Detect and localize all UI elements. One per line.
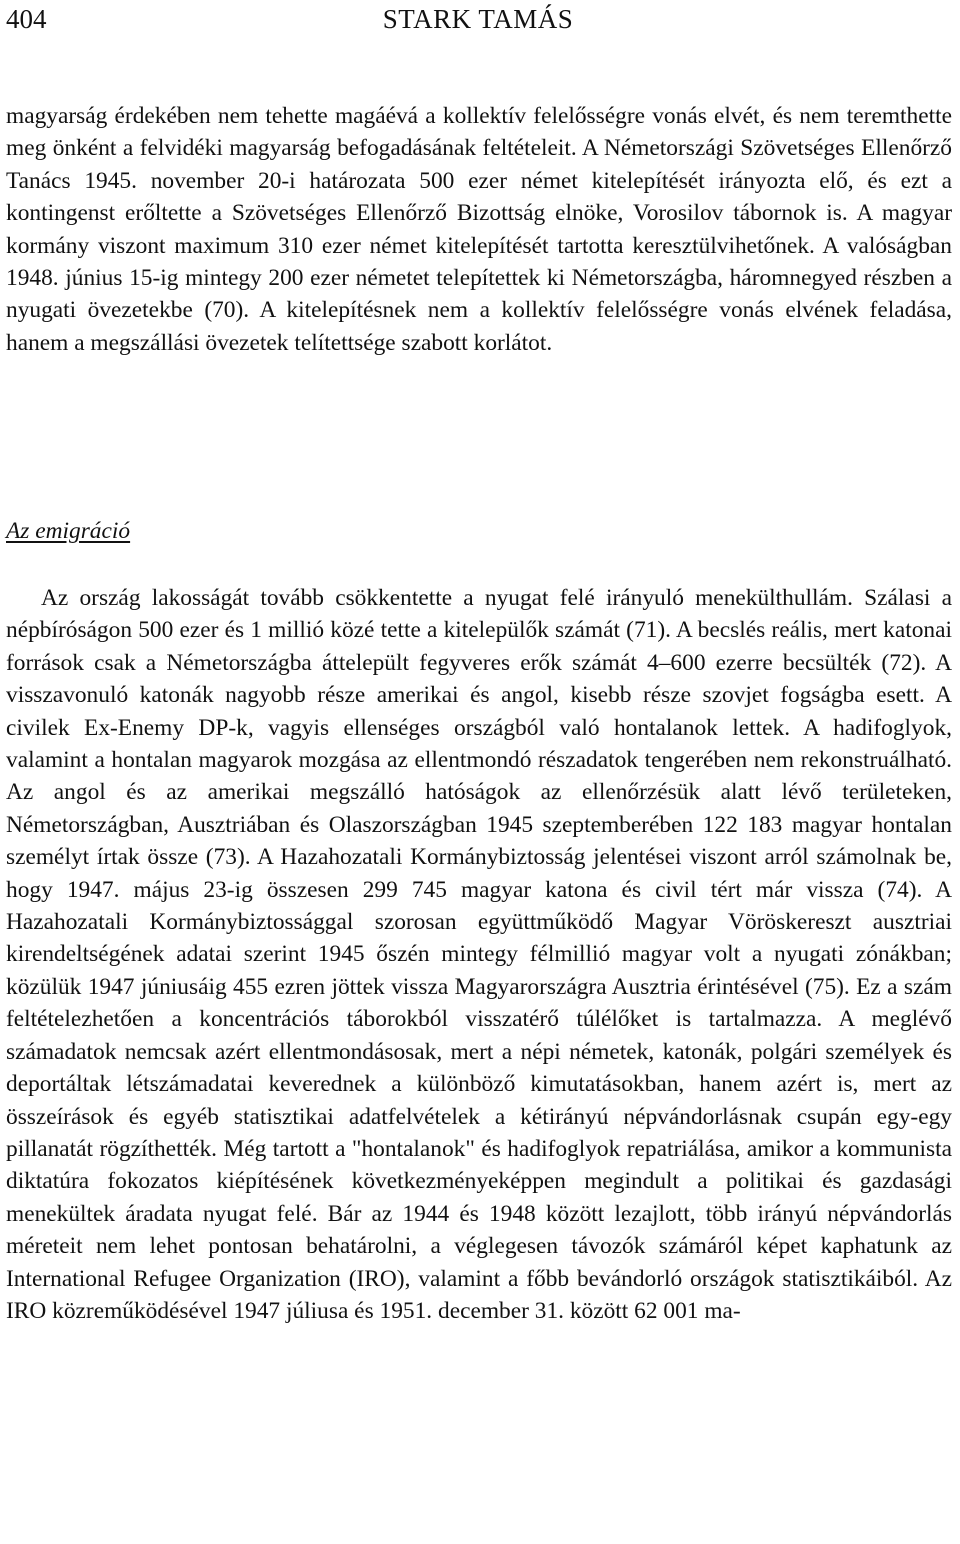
running-title: STARK TAMÁS — [382, 4, 574, 34]
running-header — [6, 4, 950, 38]
page-number: 404 — [6, 4, 47, 34]
section-heading-emigracio: Az emigráció — [6, 518, 131, 544]
paragraph-kitelepites: magyarság érdekében nem tehette magáévá a kollektív felelősségre vonás elvét, és nem teremthette meg önként a felvidéki magyarság befogadásának feltételeit. A Németországi Szövetséges Ellenőrző Tanács 1945. november 20-i határozata 500 ezer német kitelepítését irányozta elő, és ezt a kontingenst erőltette a Szövetséges Ellenőrző Bizottság elnöke, Vorosilov tábornok is. A magyar kormány viszont maximum 310 ezer német kitelepítését tartotta keresztülvihetőnek. A valóságban 1948. június 15-ig mintegy 200 ezer németet telepítettek ki Németországba, háromnegyed részben a nyugati övezetekbe (70). A kitelepítésnek nem a kollektív felelősségre vonás elvének feladása, hanem a megszállási övezetek telítettsége szabott korlátot. — [6, 103, 952, 356]
paragraph-emigracio: Az ország lakosságát tovább csökkentette a nyugat felé irányuló menekülthullám. Szálasi a népbíróságon 500 ezer és 1 millió közé tette a kitelepülők számát (71). A becslés reális, mert katonai források csak a Németországba áttelepült fegyveres erők számát 4–600 ezerre becsülték (72). A visszavonuló katonák nagyobb része amerikai és angol, kisebb része szovjet fogságba esett. A civilek Ex-Enemy DP-k, vagyis ellenséges országból való hontalanok lettek. A hadifoglyok, valamint a hontalan magyarok mozgása az ellentmondó részadatok tengerében nem rekonstruálható. Az angol és az amerikai megszálló hatóságok az ellenőrzésük alatt lévő területeken, Németországban, Ausztriában és Olaszországban 1945 szeptemberében 122 183 magyar hontalan személyt írtak össze (73). A Hazahozatali Kormánybiztosság jelentései viszont arról számolnak be, hogy 1947. május 23-ig összesen 299 745 magyar katona és civil tért már vissza (74). A Hazahozatali Kormánybiztossággal szorosan együttműködő Magyar Vöröskereszt ausztriai kirendeltségének adatai szerint 1945 őszén mintegy félmillió magyar volt a nyugati zónákban; közülük 1947 júniusáig 455 ezren jöttek vissza Magyarországra Ausztria érintésével (75). Ez a szám feltételezhetően a koncentrációs táborokból visszatérő túlélőket is tartalmazza. A meglévő számadatok nemcsak azért ellentmondásosak, mert a népi németek, katonák, polgári személyek és deportáltak létszámadatai keverednek a különböző kimutatásokban, hanem azért is, mert az összeírások és egyéb statisztikai adatfelvételek a kétirányú népvándorlásnak csupán egy-egy pillanatát rögzíthették. Még tartott a "hontalanok" és hadifoglyok repatriálása, amikor a kommunista diktatúra fokozatos kiépítésének következményeképpen megindult a politikai és gazdasági menekültek áradata nyugat felé. Bár az 1944 és 1948 között lezajlott, több irányú népvándorlás méreteit nem lehet pontosan behatárolni, a véglegesen távozók számáról képet kaphatunk az International Refugee Organization (IRO), valamint a főbb bevándorló országok statisztikáiból. Az IRO közreműködésével 1947 júliusa és 1951. december 31. között 62 001 ma- — [6, 585, 952, 1324]
